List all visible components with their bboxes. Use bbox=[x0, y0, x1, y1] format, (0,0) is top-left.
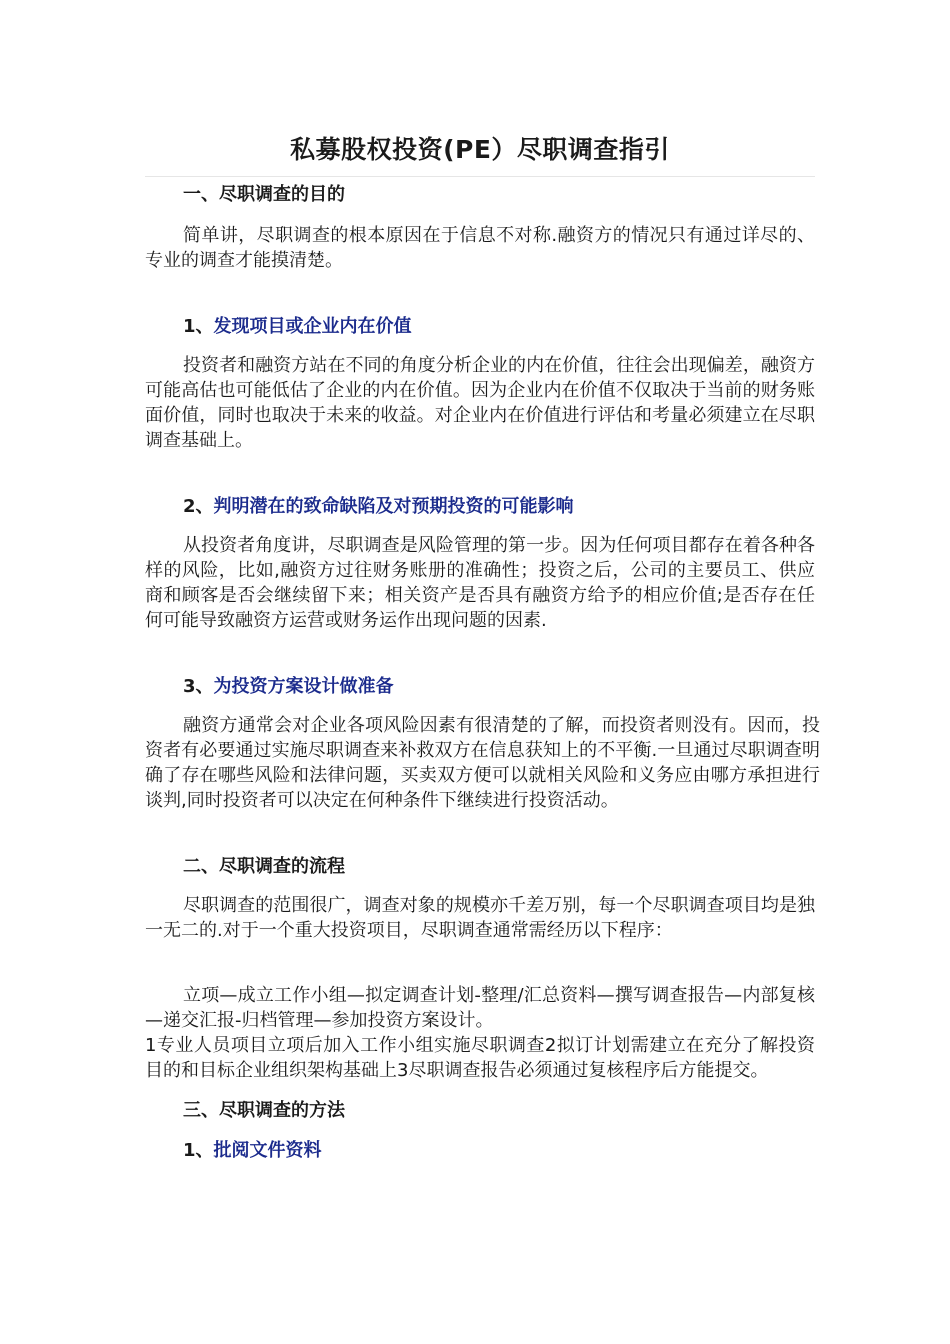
paragraph-plan-design: 融资方通常会对企业各项风险因素有很清楚的了解，而投资者则没有。因而，投资者有必要通过实施尽职调查来补救双方在信息获知上的不平衡.一旦通过尽职调查明确了存在哪些风险和法律问题，买卖双方便可以就相关风险和义务应由哪方承担进行谈判,同时投资者可以决定在何种条件下继续进行投资活动。 bbox=[145, 715, 820, 811]
subheading-number: 1、 bbox=[183, 1140, 214, 1161]
document-page bbox=[145, 130, 820, 1165]
section-heading-purpose: 一、尽职调查的目的 bbox=[183, 184, 345, 205]
subheading-link-plan-design[interactable]: 为投资方案设计做准备 bbox=[213, 676, 394, 697]
subheading-link-fatal-defects[interactable]: 判明潜在的致命缺陷及对预期投资的可能影响 bbox=[213, 496, 574, 517]
subheading-link-discover-value[interactable]: 发现项目或企业内在价值 bbox=[213, 316, 412, 337]
page-title: 私募股权投资(PE）尽职调查指引 bbox=[145, 130, 815, 177]
section-heading-process: 二、尽职调查的流程 bbox=[183, 856, 345, 877]
paragraph-fatal-defects: 从投资者角度讲，尽职调查是风险管理的第一步。因为任何项目都存在着各种各样的风险，比如,融资方过往财务账册的准确性；投资之后，公司的主要员工、供应商和顾客是否会继续留下来；相关资产是否具有融资方给予的相应价值;是否存在任何可能导致融资方运营或财务运作出现问题的因素. bbox=[145, 535, 815, 631]
paragraph-process-flow: 立项—成立工作小组—拟定调查计划-整理/汇总资料—撰写调查报告—内部复核—递交汇报-归档管理—参加投资方案设计。 bbox=[145, 985, 815, 1031]
subheading-number: 3、 bbox=[183, 676, 214, 697]
subheading-number: 1、 bbox=[183, 316, 214, 337]
subheading-item-3 bbox=[145, 673, 815, 701]
paragraph-discover-value: 投资者和融资方站在不同的角度分析企业的内在价值，往往会出现偏差，融资方可能高估也可能低估了企业的内在价值。因为企业内在价值不仅取决于当前的财务账面价值，同时也取决于未来的收益。对企业内在价值进行评估和考量必须建立在尽职调查基础上。 bbox=[145, 355, 815, 451]
subheading-number: 2、 bbox=[183, 496, 214, 517]
paragraph-process-notes: 1专业人员项目立项后加入工作小组实施尽职调查2拟订计划需建立在充分了解投资目的和目标企业组织架构基础上3尽职调查报告必须通过复核程序后方能提交。 bbox=[145, 1035, 815, 1081]
subheading-link-review-documents[interactable]: 批阅文件资料 bbox=[213, 1140, 322, 1161]
subheading-method-1 bbox=[145, 1137, 815, 1165]
section-intro-process: 尽职调查的范围很广，调查对象的规模亦千差万别，每一个尽职调查项目均是独一无二的.对于一个重大投资项目，尽职调查通常需经历以下程序： bbox=[145, 895, 815, 941]
section-intro-purpose: 简单讲，尽职调查的根本原因在于信息不对称.融资方的情况只有通过详尽的、专业的调查才能摸清楚。 bbox=[145, 225, 815, 271]
subheading-item-2 bbox=[145, 493, 815, 521]
section-heading-methods: 三、尽职调查的方法 bbox=[183, 1100, 345, 1121]
subheading-item-1 bbox=[145, 313, 815, 341]
